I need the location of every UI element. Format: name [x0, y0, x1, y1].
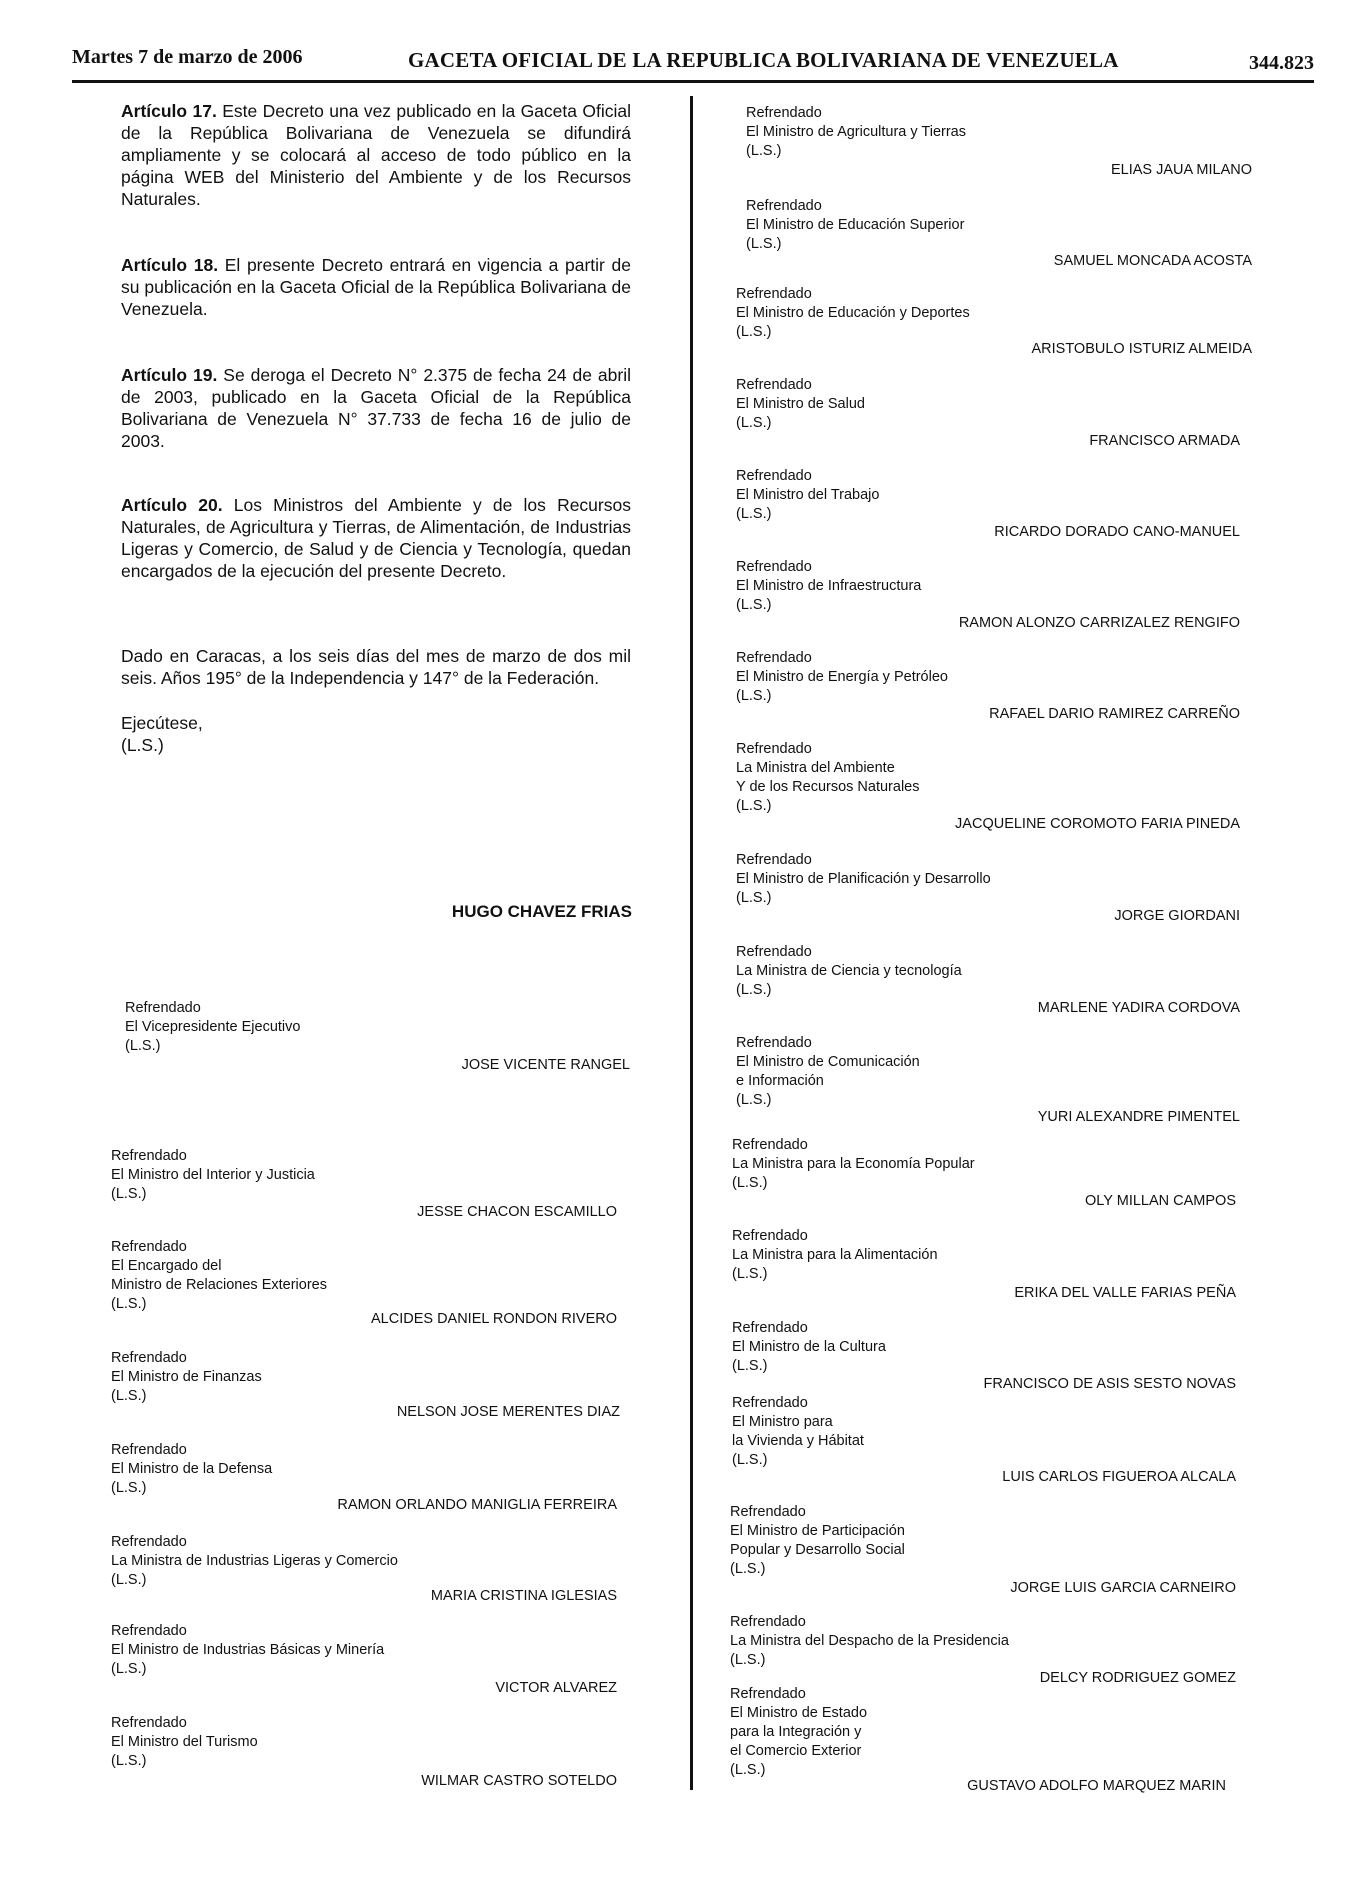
refrendado-label: Refrendado [125, 1000, 201, 1016]
refrendado-label: Refrendado [111, 1350, 187, 1366]
refrendado-label: Refrendado [746, 198, 822, 214]
ls-mark: (L.S.) [730, 1652, 766, 1668]
refrendado-block [736, 285, 970, 342]
minister-signature: OLY MILLAN CAMPOS [1085, 1193, 1236, 1209]
ls-mark: (L.S.) [736, 506, 772, 522]
minister-signature: ELIAS JAUA MILANO [1110, 162, 1252, 178]
ejecutese-text: Ejecútese, [121, 713, 203, 733]
ls-mark: (L.S.) [732, 1452, 768, 1468]
refrendado-block [111, 1238, 327, 1314]
ls-mark: (L.S.) [111, 1753, 147, 1769]
refrendado-block [111, 1533, 398, 1590]
refrendado-label: Refrendado [736, 377, 812, 393]
refrendado-label: Refrendado [730, 1504, 806, 1520]
article-text: Este Decreto una vez publicado en la Gaceta Oficial de la República Bolivariana de Venezuela se difundirá ampliamente y se colocará al acceso de todo público en la página WEB del Ministerio del Ambiente y de los Recursos Naturales. [121, 101, 631, 209]
ministry-title: El Ministro de Energía y Petróleo [736, 669, 948, 685]
ministry-title: La Ministra del Despacho de la Presidencia [730, 1633, 1009, 1649]
refrendado-label: Refrendado [111, 1534, 187, 1550]
refrendado-label: Refrendado [736, 468, 812, 484]
ls-mark: (L.S.) [736, 688, 772, 704]
minister-signature: FRANCISCO ARMADA [1089, 433, 1240, 449]
refrendado-label: Refrendado [111, 1239, 187, 1255]
minister-signature: LUIS CARLOS FIGUEROA ALCALA [1002, 1469, 1236, 1485]
refrendado-label: Refrendado [111, 1442, 187, 1458]
refrendado-label: Refrendado [746, 105, 822, 121]
refrendado-label: Refrendado [730, 1686, 806, 1702]
minister-signature: MARLENE YADIRA CORDOVA [1037, 1000, 1240, 1016]
ls-mark: (L.S.) [736, 890, 772, 906]
refrendado-label: Refrendado [732, 1320, 808, 1336]
minister-signature: JACQUELINE COROMOTO FARIA PINEDA [955, 816, 1240, 832]
ls-mark: (L.S.) [730, 1762, 766, 1778]
article-label: Artículo 19. [121, 365, 218, 385]
ministry-title: El Ministro de Estado [730, 1705, 868, 1721]
refrendado-block [730, 1685, 867, 1780]
minister-signature: RAFAEL DARIO RAMIREZ CARREÑO [989, 706, 1240, 722]
refrendado-block [732, 1319, 886, 1376]
minister-signature: JOSE VICENTE RANGEL [461, 1057, 630, 1073]
ministry-title: la Vivienda y Hábitat [732, 1433, 864, 1449]
ls-mark: (L.S.) [111, 1480, 147, 1496]
article-19 [121, 364, 631, 452]
minister-signature: ERIKA DEL VALLE FARIAS PEÑA [1014, 1285, 1236, 1301]
minister-signature: MARIA CRISTINA IGLESIAS [430, 1588, 617, 1604]
minister-signature: VICTOR ALVAREZ [495, 1680, 617, 1696]
refrendado-block [111, 1147, 315, 1204]
refrendado-block [730, 1613, 1009, 1670]
ministry-title: El Ministro para [732, 1414, 833, 1430]
minister-signature: NELSON JOSE MERENTES DIAZ [396, 1404, 620, 1420]
ministry-title: El Ministro del Interior y Justicia [111, 1167, 315, 1183]
refrendado-block [111, 1714, 258, 1771]
minister-signature: JORGE GIORDANI [1114, 908, 1240, 924]
ls-mark: (L.S.) [121, 735, 164, 755]
refrendado-block [736, 558, 921, 615]
ls-mark: (L.S.) [746, 143, 782, 159]
minister-signature: GUSTAVO ADOLFO MARQUEZ MARIN [967, 1778, 1226, 1794]
closing-paragraph: Dado en Caracas, a los seis días del mes de marzo de dos mil seis. Años 195° de la Independencia y 147° de la Federación. [121, 646, 631, 688]
ejecutese-block [121, 712, 203, 756]
refrendado-block [736, 740, 920, 816]
ministry-title: Popular y Desarrollo Social [730, 1542, 905, 1558]
refrendado-label: Refrendado [736, 559, 812, 575]
ministry-title: El Vicepresidente Ejecutivo [125, 1019, 301, 1035]
minister-signature: ALCIDES DANIEL RONDON RIVERO [370, 1311, 617, 1327]
refrendado-block [125, 999, 300, 1056]
refrendado-label: Refrendado [736, 286, 812, 302]
article-label: Artículo 20. [121, 495, 223, 515]
ministry-title: Ministro de Relaciones Exteriores [111, 1277, 327, 1293]
minister-signature: JESSE CHACON ESCAMILLO [417, 1204, 617, 1220]
ls-mark: (L.S.) [736, 415, 772, 431]
minister-signature: FRANCISCO DE ASIS SESTO NOVAS [983, 1376, 1236, 1392]
ls-mark: (L.S.) [736, 1092, 772, 1108]
ministry-title: e Información [736, 1073, 824, 1089]
ministry-title: El Ministro de la Defensa [111, 1461, 273, 1477]
ls-mark: (L.S.) [732, 1266, 768, 1282]
ministry-title: El Ministro de Educación Superior [746, 217, 965, 233]
ministry-title: el Comercio Exterior [730, 1743, 862, 1759]
refrendado-block [111, 1441, 272, 1498]
ministry-title: El Ministro del Turismo [111, 1734, 258, 1750]
column-divider [690, 96, 693, 1790]
president-signature: HUGO CHAVEZ FRIAS [451, 902, 632, 921]
ministry-title: El Ministro de Educación y Deportes [736, 305, 970, 321]
refrendado-block [732, 1394, 864, 1470]
ls-mark: (L.S.) [111, 1661, 147, 1677]
minister-signature: WILMAR CASTRO SOTELDO [421, 1773, 617, 1789]
refrendado-block [736, 467, 879, 524]
ministry-title: El Ministro de la Cultura [732, 1339, 886, 1355]
refrendado-label: Refrendado [111, 1148, 187, 1164]
ministry-title: La Ministra de Industrias Ligeras y Comercio [111, 1553, 398, 1569]
ministry-title: El Ministro de Salud [736, 396, 865, 412]
refrendado-block [736, 851, 991, 908]
article-text: El presente Decreto entrará en vigencia a partir de su publicación en la Gaceta Oficial de la República Bolivariana de Venezuela. [121, 255, 631, 319]
refrendado-block [736, 376, 865, 433]
gazette-header [72, 44, 1314, 83]
minister-signature: RICARDO DORADO CANO-MANUEL [994, 524, 1240, 540]
ls-mark: (L.S.) [736, 982, 772, 998]
ministry-title: El Ministro de Planificación y Desarrollo [736, 871, 991, 887]
refrendado-block [736, 649, 948, 706]
refrendado-label: Refrendado [736, 852, 812, 868]
refrendado-label: Refrendado [736, 944, 812, 960]
ministry-title: La Ministra del Ambiente [736, 760, 895, 776]
refrendado-label: Refrendado [111, 1623, 187, 1639]
refrendado-block [736, 1034, 920, 1110]
refrendado-label: Refrendado [732, 1228, 808, 1244]
ls-mark: (L.S.) [732, 1358, 768, 1374]
ls-mark: (L.S.) [111, 1388, 147, 1404]
ls-mark: (L.S.) [730, 1561, 766, 1577]
refrendado-block [730, 1503, 905, 1579]
ministry-title: El Ministro de Participación [730, 1523, 905, 1539]
refrendado-label: Refrendado [736, 1035, 812, 1051]
refrendado-label: Refrendado [732, 1137, 808, 1153]
article-text: Los Ministros del Ambiente y de los Recursos Naturales, de Agricultura y Tierras, de Alimentación, de Industrias Ligeras y Comercio, de Salud y de Ciencia y Tecnología, quedan encargados de la ejecución del presente Decreto. [121, 495, 631, 581]
article-17 [121, 100, 631, 210]
minister-signature: RAMON ALONZO CARRIZALEZ RENGIFO [958, 615, 1240, 631]
ministry-title: El Ministro de Infraestructura [736, 578, 922, 594]
ministry-title: El Ministro de Agricultura y Tierras [746, 124, 966, 140]
page-number: 344.823 [1249, 52, 1314, 74]
refrendado-block [736, 943, 962, 1000]
ministry-title: El Ministro del Trabajo [736, 487, 880, 503]
refrendado-label: Refrendado [730, 1614, 806, 1630]
ls-mark: (L.S.) [732, 1175, 768, 1191]
ministry-title: Y de los Recursos Naturales [736, 779, 920, 795]
ministry-title: La Ministra para la Economía Popular [732, 1156, 975, 1172]
ministry-title: El Ministro de Finanzas [111, 1369, 262, 1385]
ministry-title: El Ministro de Comunicación [736, 1054, 920, 1070]
minister-signature: RAMON ORLANDO MANIGLIA FERREIRA [337, 1497, 617, 1513]
refrendado-block [111, 1349, 262, 1406]
ministry-title: para la Integración y [730, 1724, 862, 1740]
article-label: Artículo 18. [121, 255, 219, 275]
ls-mark: (L.S.) [746, 236, 782, 252]
ls-mark: (L.S.) [111, 1296, 147, 1312]
ministry-title: El Encargado del [111, 1258, 222, 1274]
refrendado-block [732, 1227, 938, 1284]
refrendado-label: Refrendado [732, 1395, 808, 1411]
minister-signature: SAMUEL MONCADA ACOSTA [1053, 253, 1252, 269]
ls-mark: (L.S.) [111, 1572, 147, 1588]
minister-signature: YURI ALEXANDRE PIMENTEL [1037, 1109, 1240, 1125]
minister-signature: JORGE LUIS GARCIA CARNEIRO [1010, 1580, 1236, 1596]
refrendado-label: Refrendado [736, 741, 812, 757]
ls-mark: (L.S.) [736, 597, 772, 613]
gazette-title: GACETA OFICIAL DE LA REPUBLICA BOLIVARIANA DE VENEZUELA [408, 48, 1119, 72]
article-text: Se deroga el Decreto N° 2.375 de fecha 24 de abril de 2003, publicado en la Gaceta Oficial de la República Bolivariana de Venezuela N° 37.733 de fecha 16 de julio de 2003. [121, 365, 631, 451]
refrendado-label: Refrendado [736, 650, 812, 666]
refrendado-block [746, 104, 966, 161]
refrendado-label: Refrendado [111, 1715, 187, 1731]
ls-mark: (L.S.) [125, 1038, 161, 1054]
minister-signature: DELCY RODRIGUEZ GOMEZ [1039, 1670, 1236, 1686]
ministry-title: La Ministra de Ciencia y tecnología [736, 963, 962, 979]
ls-mark: (L.S.) [736, 324, 772, 340]
issue-date: Martes 7 de marzo de 2006 [72, 46, 303, 68]
article-20 [121, 494, 631, 582]
ministry-title: El Ministro de Industrias Básicas y Minería [111, 1642, 385, 1658]
ls-mark: (L.S.) [736, 798, 772, 814]
refrendado-block [111, 1622, 384, 1679]
ministry-title: La Ministra para la Alimentación [732, 1247, 938, 1263]
article-18 [121, 254, 631, 320]
article-label: Artículo 17. [121, 101, 217, 121]
ls-mark: (L.S.) [111, 1186, 147, 1202]
minister-signature: ARISTOBULO ISTURIZ ALMEIDA [1031, 341, 1252, 357]
refrendado-block [746, 197, 964, 254]
refrendado-block [732, 1136, 975, 1193]
